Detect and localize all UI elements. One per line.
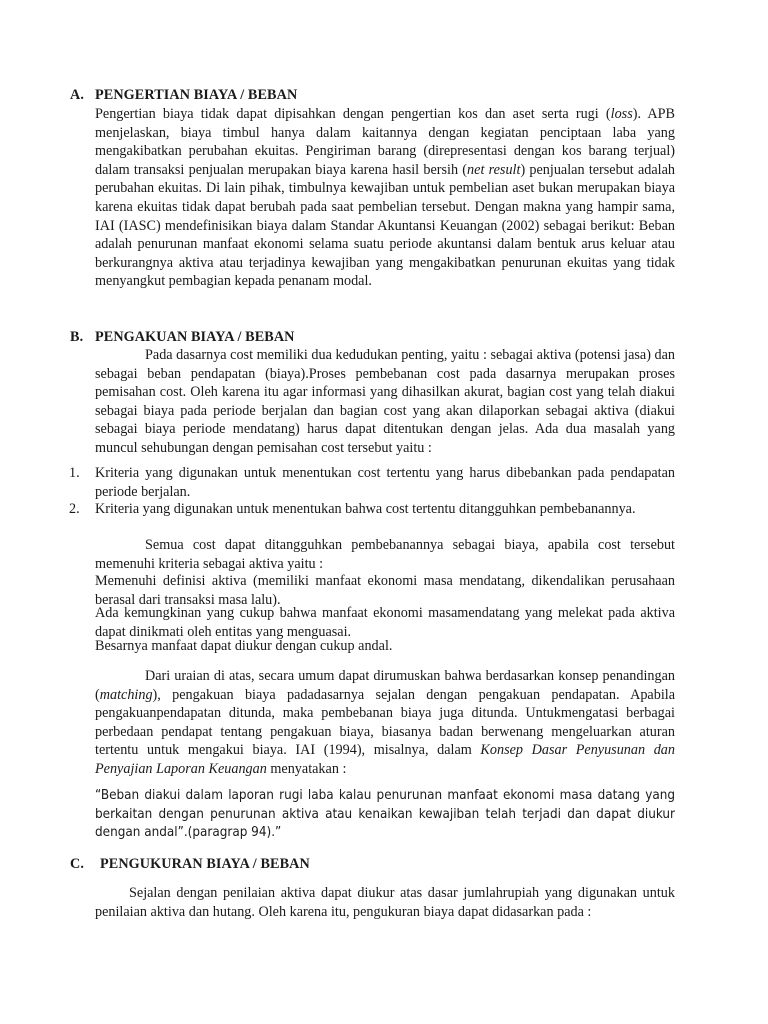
section-b-paragraph-2: Semua cost dapat ditangguhkan pembebanannya sebagai biaya, apabila cost tersebut memenuhi kriteria sebagai aktiva yaitu : [95, 537, 675, 572]
list-number: 1. [69, 465, 80, 481]
term-net-result: net result [467, 161, 521, 178]
section-c-paragraph: Sejalan dengan penilaian aktiva dapat diukur atas dasar jumlahrupiah yang digunakan untuk penilaian aktiva dan hutang. Oleh karena itu, pengukuran biaya dapat didasarkan pada : [95, 885, 675, 920]
section-c-heading [70, 855, 310, 874]
section-b-paragraph-1: Pada dasarnya cost memiliki dua kedudukan penting, yaitu : sebagai aktiva (potensi jasa) dan sebagai beban pendapatan (biaya).Proses pembebanan cost pada dasarnya merupakan proses pemisahan cost. Oleh karena itu agar informasi yang dihasilkan akurat, bagian cost yang telah diakui sebagai biaya pada periode berjalan dan bagian cost yang akan dilaporkan sebagai aktiva (diakui sebagai biaya periode mendatang) harus dapat ditentukan dengan jelas. Ada dua masalah yang muncul sehubungan dengan pemisahan cost tersebut yaitu : [95, 347, 675, 456]
quotation: “Beban diakui dalam laporan rugi laba kalau penurunan manfaat ekonomi masa datang yang berkaitan dengan penurunan aktiva atau kenaikan kewajiban telah terjadi dan dapat diukur dengan andal”.(paragrap 94).” [95, 788, 675, 841]
criteria-item: Besarnya manfaat dapat diukur dengan cukup andal. [95, 638, 393, 654]
text-run: ), pengakuan biaya padadasarnya sejalan dengan pengakuan pendapatan. Apabila pengakuanpendapatan ditunda, maka pembebanan biaya juga ditunda. Untukmengatasi berbagai perbedaan pendapat tentang pengakuan biaya, biasanya badan berwenang mengeluarkan aturan tertentu untuk mengakui biaya. IAI (1994), misalnya, dalam [95, 686, 675, 759]
section-b-title: PENGAKUAN BIAYA / BEBAN [95, 329, 295, 345]
cited-title: Konsep Dasar Penyusunan dan Penyajian Laporan Keuangan [95, 742, 675, 777]
text-run: ) penjualan tersebut adalah perubahan ekuitas. Di lain pihak, timbulnya kewajiban untuk pembelian aset bukan merupakan biaya karena ekuitas tidak dapat berubah pada saat pembelian tersebut. Dengan makna yang hampir sama, IAI (IASC) mendefinisikan biaya dalam Standar Akuntansi Keuangan (2002) sebagai berikut: Beban adalah penurunan manfaat ekonomi selama suatu periode akuntansi dalam bentuk arus keluar atau berkurangnya aktiva atau terjadinya kewajiban yang mengakibatkan penurunan ekuitas yang tidak menyangkut pembagian kepada penanam modal. [95, 161, 676, 290]
section-b-marker: B. [70, 329, 84, 345]
section-c-title: PENGUKURAN BIAYA / BEBAN [100, 856, 310, 872]
criteria-item: Memenuhi definisi aktiva (memiliki manfaat ekonomi masa mendatang, dikendalikan perusahaan berasal dari transaksi masa lalu). [95, 573, 675, 608]
text-run: menyatakan : [266, 760, 347, 777]
list-item-text: Kriteria yang digunakan untuk menentukan bahwa cost tertentu ditangguhkan pembebanannya. [95, 501, 636, 517]
section-b-heading [70, 328, 295, 347]
list-number: 2. [69, 501, 80, 517]
text-run: Pengertian biaya tidak dapat dipisahkan dengan pengertian kos dan aset serta rugi ( [95, 106, 611, 122]
section-a-paragraph [95, 105, 675, 291]
list-item [69, 500, 675, 519]
list-item-text: Kriteria yang digunakan untuk menentukan cost tertentu yang harus dibebankan pada pendapatan periode berjalan. [95, 465, 675, 500]
term-matching: matching [99, 686, 153, 703]
list-item [69, 464, 675, 501]
term-loss: loss [610, 106, 633, 122]
section-c-marker: C. [70, 856, 84, 872]
text-run: ). APB menjelaskan, biaya timbul hanya dalam kaitannya dengan kegiatan penciptaan laba yang mengakibatkan perubahan ekuitas. Pengiriman barang (direpresentasi dengan kos barang terjual) dalam transaksi penjualan merupakan biaya karena hasil bersih ( [95, 106, 675, 178]
section-a-heading [70, 86, 297, 105]
criteria-item: Ada kemungkinan yang cukup bahwa manfaat ekonomi masamendatang yang melekat pada aktiva dapat dinikmati oleh entitas yang menguasai. [95, 605, 675, 640]
text-run: Dari uraian di atas, secara umum dapat dirumuskan bahwa berdasarkan konsep penandingan ( [95, 668, 675, 703]
section-b-paragraph-3 [95, 667, 675, 779]
section-a-title: PENGERTIAN BIAYA / BEBAN [95, 87, 298, 103]
section-a-marker: A. [70, 87, 84, 103]
